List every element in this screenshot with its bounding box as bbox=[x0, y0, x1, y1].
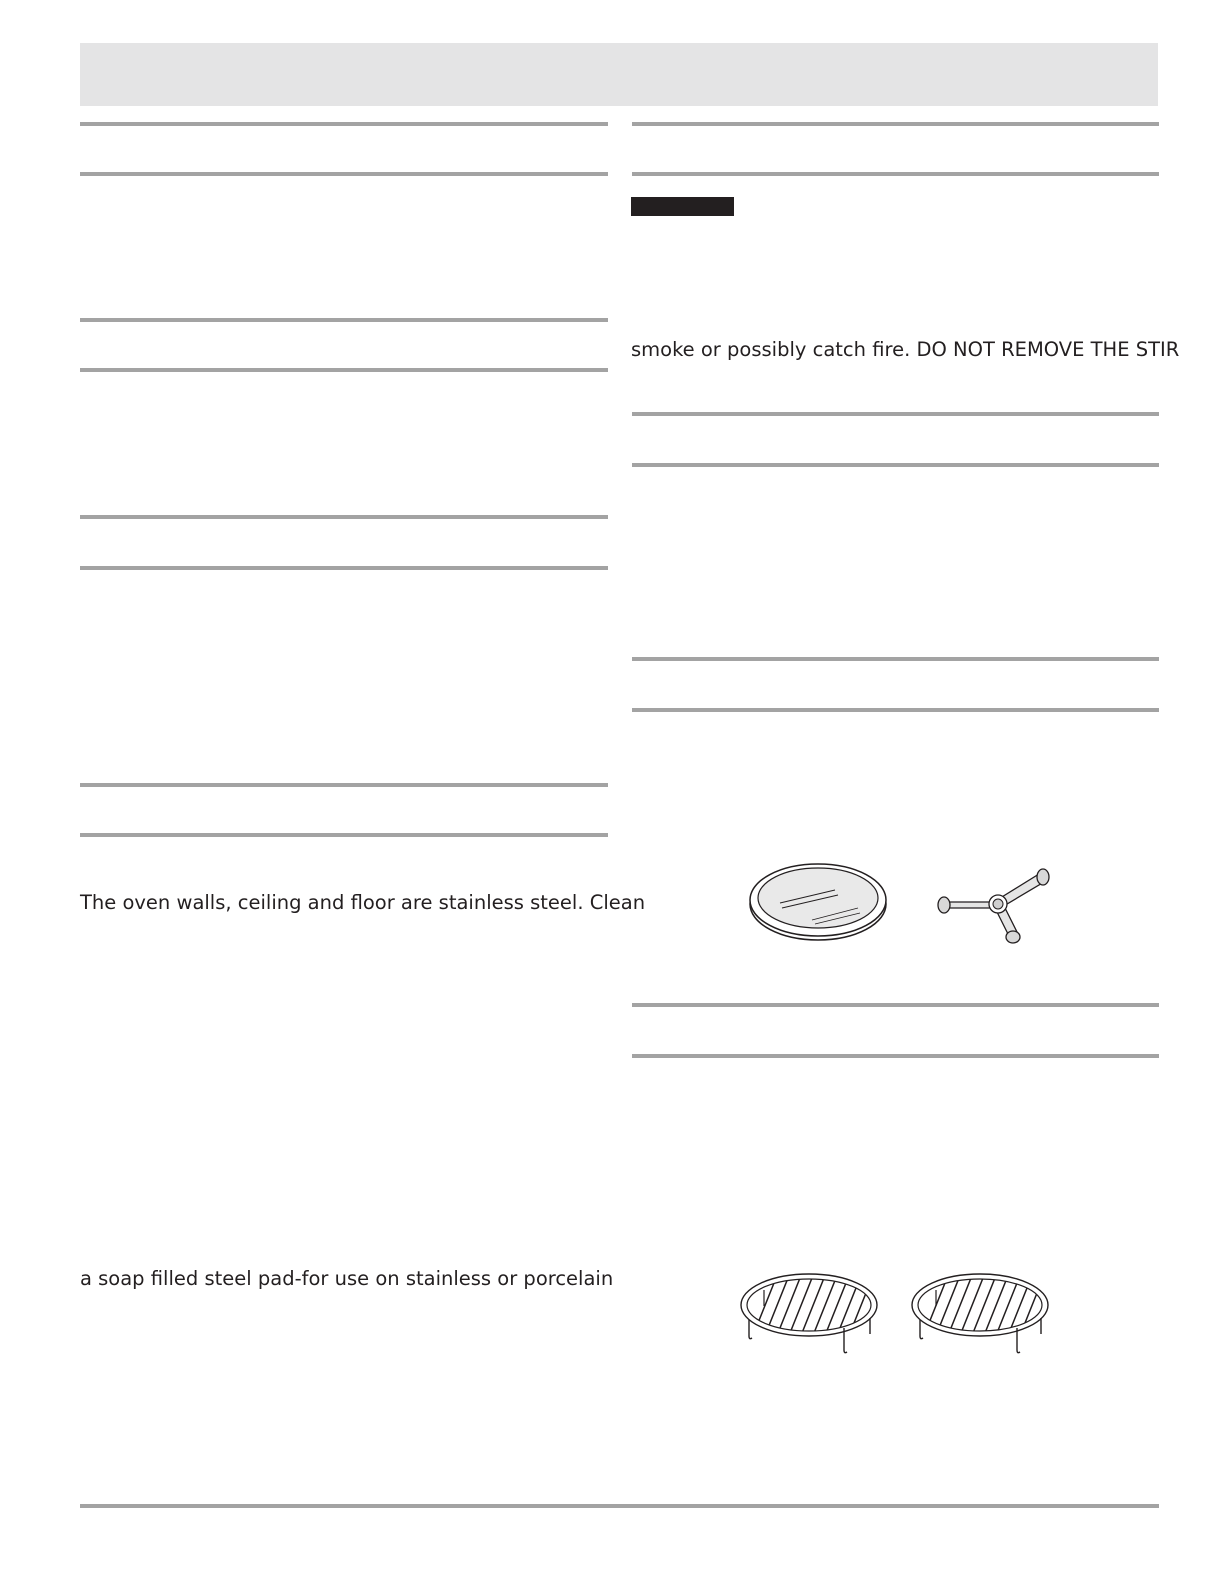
section-rule bbox=[80, 566, 608, 570]
section-rule bbox=[632, 412, 1159, 416]
section-rule bbox=[80, 122, 608, 126]
oven-walls-text: The oven walls, ceiling and floor are stainless steel. Clean bbox=[80, 891, 646, 914]
stirrer-icon bbox=[938, 869, 1049, 943]
tray-and-stirrer-figure bbox=[740, 860, 1060, 955]
page-header-band bbox=[80, 43, 1158, 106]
glass-tray-icon bbox=[750, 864, 886, 940]
caution-label-bar bbox=[631, 197, 734, 216]
section-rule bbox=[80, 783, 608, 787]
section-rule bbox=[80, 515, 608, 519]
section-rule bbox=[80, 833, 608, 837]
section-rule bbox=[632, 708, 1159, 712]
section-rule bbox=[632, 122, 1159, 126]
section-rule bbox=[632, 172, 1159, 176]
racks-figure bbox=[732, 1268, 1062, 1363]
stirrer-warning-text: smoke or possibly catch fire. DO NOT REMOVE THE STIR bbox=[631, 338, 1180, 361]
rack-icon bbox=[912, 1268, 1048, 1353]
section-rule bbox=[632, 1054, 1159, 1058]
section-rule bbox=[632, 657, 1159, 661]
section-rule bbox=[632, 463, 1159, 467]
footer-rule bbox=[80, 1504, 1159, 1508]
section-rule bbox=[80, 368, 608, 372]
section-rule bbox=[632, 1003, 1159, 1007]
steel-pad-text: a soap filled steel pad-for use on stainless or porcelain bbox=[80, 1267, 614, 1290]
section-rule bbox=[80, 172, 608, 176]
section-rule bbox=[80, 318, 608, 322]
rack-icon bbox=[741, 1268, 877, 1353]
